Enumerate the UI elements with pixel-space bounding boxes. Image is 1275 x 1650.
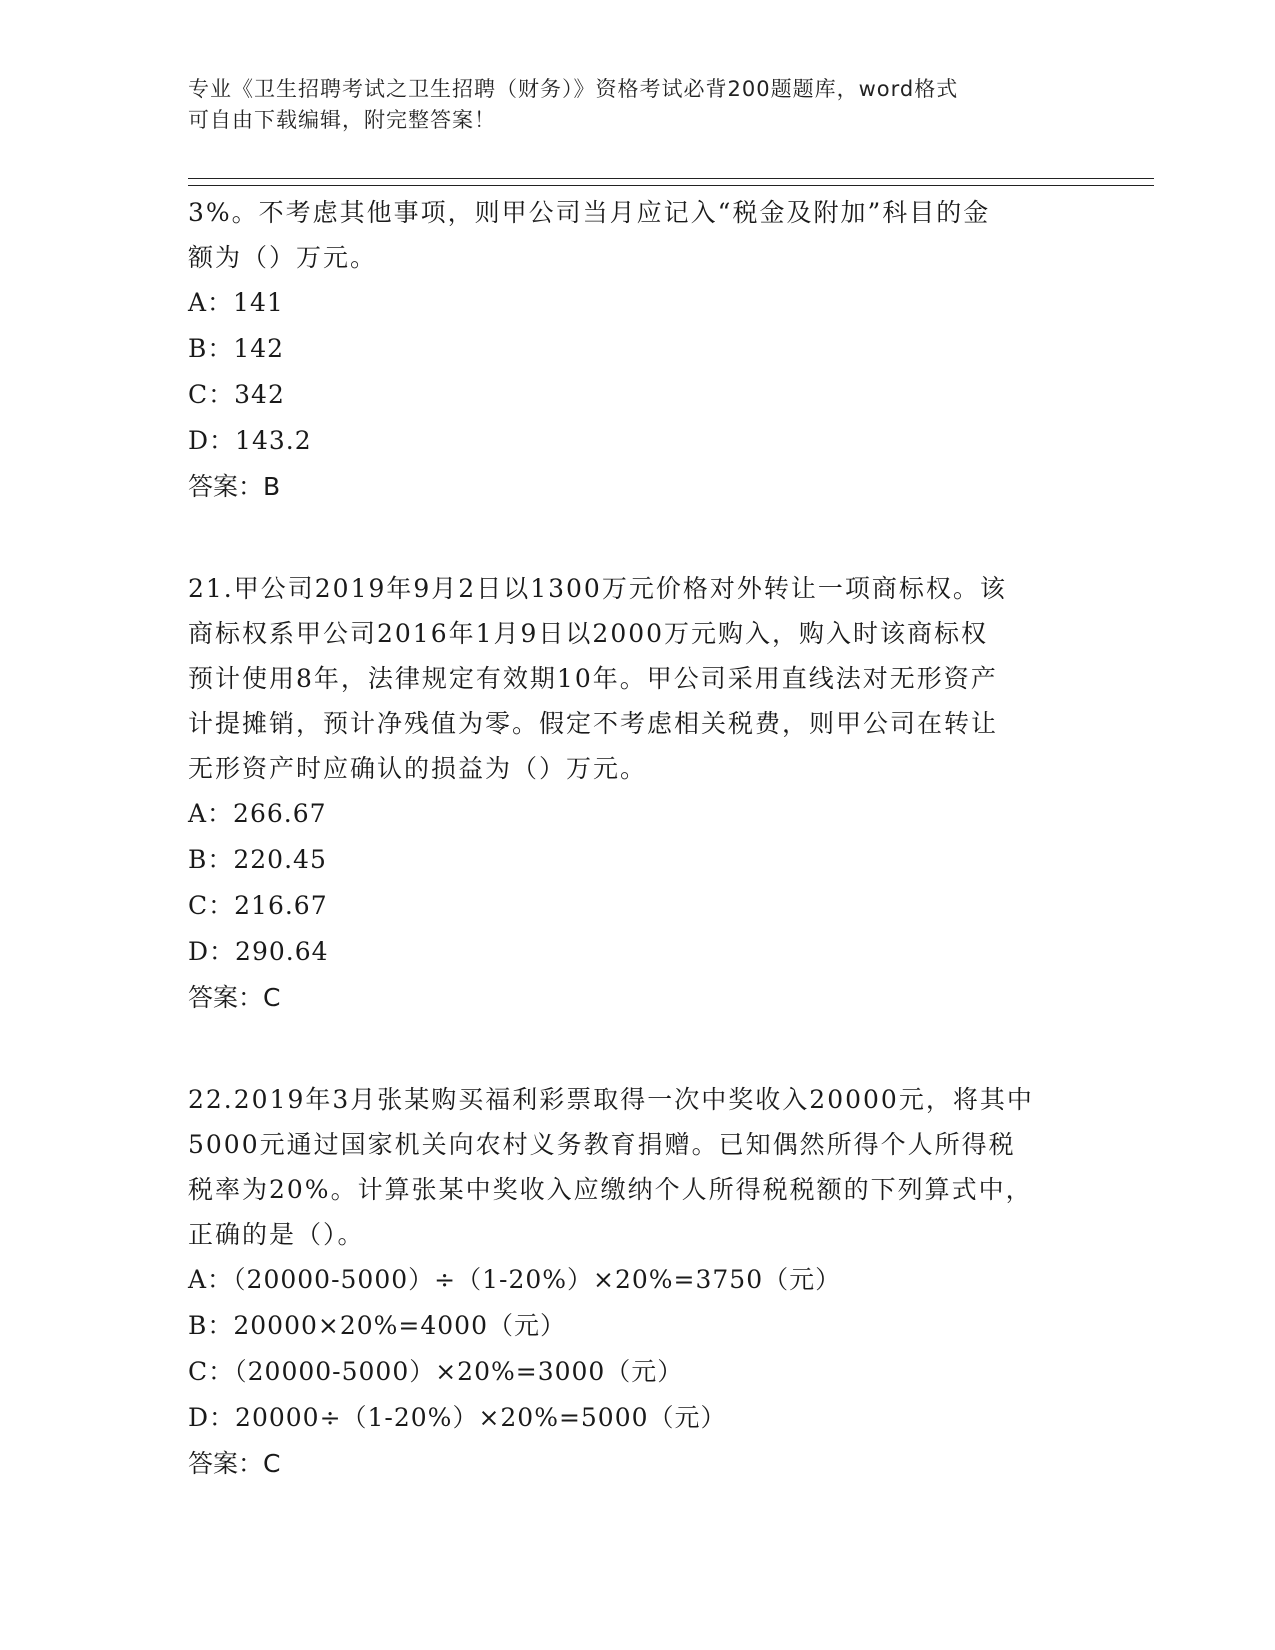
- question-block-22: [188, 1077, 1068, 1487]
- question-text-line: 22.2019年3月张某购买福利彩票取得一次中奖收入20000元，将其中: [188, 1085, 1034, 1114]
- question-text-line: 正确的是（）。: [188, 1220, 365, 1249]
- question-text-line: 税率为20%。计算张某中奖收入应缴纳个人所得税税额的下列算式中，: [188, 1175, 1033, 1204]
- option-b: B：220.45: [188, 845, 327, 874]
- document-body: [188, 190, 1068, 1487]
- header-title-line-1: 专业《卫生招聘考试之卫生招聘（财务）》资格考试必背200题题库，word格式: [188, 77, 959, 101]
- option-a: A：266.67: [188, 799, 327, 828]
- option-c: C：216.67: [188, 891, 328, 920]
- question-text-line: 计提摊销，预计净残值为零。假定不考虑相关税费，则甲公司在转让: [188, 709, 999, 738]
- option-b: B：142: [188, 334, 285, 363]
- answer-line: 答案：C: [188, 1449, 281, 1478]
- option-a: A：141: [188, 288, 284, 317]
- option-c: C：342: [188, 380, 285, 409]
- question-text-line: 预计使用8年，法律规定有效期10年。甲公司采用直线法对无形资产: [188, 664, 998, 693]
- option-c: C：（20000-5000）×20%=3000（元）: [188, 1357, 684, 1386]
- question-text-line: 额为（）万元。: [188, 243, 378, 272]
- answer-line: 答案：B: [188, 472, 281, 501]
- document-header: [188, 74, 1068, 136]
- option-d: D：20000÷（1-20%）×20%=5000（元）: [188, 1403, 727, 1432]
- answer-line: 答案：C: [188, 983, 281, 1012]
- header-title-line-2: 可自由下载编辑，附完整答案！: [188, 108, 496, 132]
- question-text-line: 3%。不考虑其他事项，则甲公司当月应记入“税金及附加”科目的金: [188, 198, 991, 227]
- header-divider: [188, 178, 1154, 186]
- option-d: D：290.64: [188, 937, 329, 966]
- option-b: B：20000×20%=4000（元）: [188, 1311, 566, 1340]
- option-a: A：（20000-5000）÷（1-20%）×20%=3750（元）: [188, 1265, 842, 1294]
- question-text-line: 21.甲公司2019年9月2日以1300万元价格对外转让一项商标权。该: [188, 574, 1007, 603]
- question-text-line: 5000元通过国家机关向农村义务教育捐赠。已知偶然所得个人所得税: [188, 1130, 1016, 1159]
- question-text-line: 无形资产时应确认的损益为（）万元。: [188, 754, 648, 783]
- question-text-line: 商标权系甲公司2016年1月9日以2000万元购入，购入时该商标权: [188, 619, 989, 648]
- option-d: D：143.2: [188, 426, 312, 455]
- question-block-continued: [188, 190, 1068, 510]
- question-block-21: [188, 566, 1068, 1021]
